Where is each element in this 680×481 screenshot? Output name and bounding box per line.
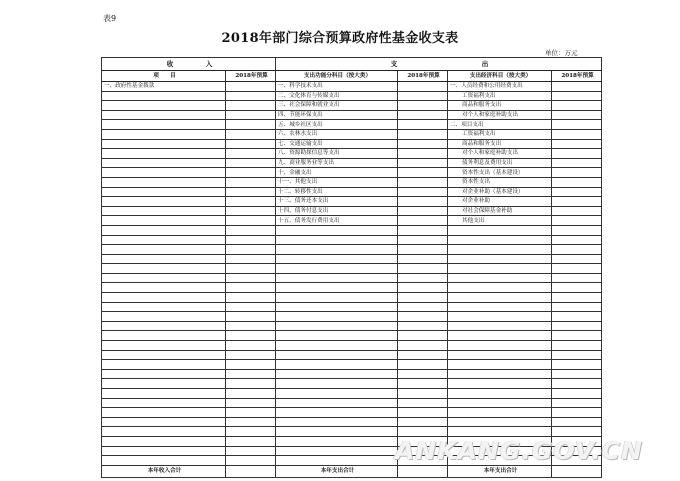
- income-item: [102, 398, 226, 408]
- economic-item: 商品和服务支出: [448, 139, 552, 149]
- table-row: [102, 168, 602, 178]
- expense-total-value: [398, 465, 448, 477]
- table-row: [102, 91, 602, 101]
- function-item: 六、农林水支出: [276, 129, 398, 139]
- function-budget-cell: [398, 206, 448, 216]
- income-budget-cell: [226, 82, 276, 92]
- economic-budget-cell: [552, 302, 602, 312]
- economic-item: [448, 331, 552, 341]
- function-item: 四、节能环保支出: [276, 110, 398, 120]
- economic-budget-cell: [552, 158, 602, 168]
- economic-budget-cell: [552, 177, 602, 187]
- function-item: [276, 273, 398, 283]
- income-item: [102, 331, 226, 341]
- table-row: [102, 417, 602, 427]
- economic-item: [448, 379, 552, 389]
- site-watermark: ANKANG.GOV.CN: [395, 436, 644, 465]
- expense-header: 支 出: [276, 58, 602, 71]
- col-economic-header: 支出经济科目（按大类）: [448, 71, 552, 82]
- function-item: [276, 398, 398, 408]
- income-item: [102, 139, 226, 149]
- function-item: [276, 321, 398, 331]
- table-number: 表9: [103, 14, 117, 23]
- economic-budget-cell: [552, 254, 602, 264]
- economic-item: [448, 350, 552, 360]
- economic-budget-cell: [552, 350, 602, 360]
- income-budget-cell: [226, 245, 276, 255]
- function-budget-cell: [398, 129, 448, 139]
- table-row: [102, 350, 602, 360]
- economic-item: 资本性支出（基本建设）: [448, 168, 552, 178]
- income-item: [102, 120, 226, 130]
- income-budget-cell: [226, 302, 276, 312]
- income-item: [102, 389, 226, 399]
- economic-item: 对企业补助（基本建设）: [448, 187, 552, 197]
- income-budget-cell: [226, 398, 276, 408]
- income-item: [102, 110, 226, 120]
- economic-item: 对个人和家庭补助支出: [448, 149, 552, 159]
- economic-total-value: [552, 465, 602, 477]
- income-budget-cell: [226, 254, 276, 264]
- function-budget-cell: [398, 321, 448, 331]
- income-item: 一、政府性基金拨款: [102, 82, 226, 92]
- economic-item: [448, 389, 552, 399]
- expense-total-label: 本年支出合计: [276, 465, 398, 477]
- economic-item: 商品和服务支出: [448, 101, 552, 111]
- economic-budget-cell: [552, 273, 602, 283]
- function-item: [276, 360, 398, 370]
- table-row: [102, 206, 602, 216]
- economic-item: 二、项目支出: [448, 120, 552, 130]
- economic-budget-cell: [552, 206, 602, 216]
- economic-item: [448, 408, 552, 418]
- economic-budget-cell: [552, 149, 602, 159]
- income-item: [102, 273, 226, 283]
- economic-item: [448, 293, 552, 303]
- income-budget-cell: [226, 321, 276, 331]
- function-item: 十二、转移性支出: [276, 187, 398, 197]
- income-budget-cell: [226, 389, 276, 399]
- table-row: [102, 283, 602, 293]
- function-item: 七、交通运输支出: [276, 139, 398, 149]
- col-budget-header: 2018年预算: [398, 71, 448, 82]
- function-budget-cell: [398, 369, 448, 379]
- income-budget-cell: [226, 456, 276, 466]
- economic-budget-cell: [552, 369, 602, 379]
- function-budget-cell: [398, 235, 448, 245]
- income-budget-cell: [226, 446, 276, 456]
- function-budget-cell: [398, 331, 448, 341]
- function-item: [276, 446, 398, 456]
- income-item: [102, 177, 226, 187]
- table-row: [102, 302, 602, 312]
- table-row: [102, 139, 602, 149]
- table-row: [102, 360, 602, 370]
- table-row: [102, 177, 602, 187]
- income-budget-cell: [226, 341, 276, 351]
- income-item: [102, 158, 226, 168]
- income-header: 收 入: [102, 58, 276, 71]
- income-budget-cell: [226, 427, 276, 437]
- function-budget-cell: [398, 177, 448, 187]
- table-row: [102, 408, 602, 418]
- economic-item: [448, 283, 552, 293]
- income-budget-cell: [226, 417, 276, 427]
- economic-budget-cell: [552, 312, 602, 322]
- page-title: 2018年部门综合预算政府性基金收支表: [221, 31, 459, 46]
- function-item: 五、城乡社区支出: [276, 120, 398, 130]
- table-row: [102, 235, 602, 245]
- economic-budget-cell: [552, 379, 602, 389]
- income-item: [102, 149, 226, 159]
- function-budget-cell: [398, 293, 448, 303]
- table-row: [102, 331, 602, 341]
- function-budget-cell: [398, 225, 448, 235]
- economic-budget-cell: [552, 293, 602, 303]
- economic-budget-cell: [552, 187, 602, 197]
- function-budget-cell: [398, 254, 448, 264]
- income-budget-cell: [226, 225, 276, 235]
- function-budget-cell: [398, 417, 448, 427]
- function-item: 十四、债务付息支出: [276, 206, 398, 216]
- economic-item: [448, 302, 552, 312]
- income-item: [102, 264, 226, 274]
- economic-item: [448, 254, 552, 264]
- economic-item: [448, 398, 552, 408]
- income-budget-cell: [226, 158, 276, 168]
- economic-budget-cell: [552, 398, 602, 408]
- economic-budget-cell: [552, 139, 602, 149]
- function-item: 十、金融支出: [276, 168, 398, 178]
- income-item: [102, 350, 226, 360]
- economic-item: 其他支出: [448, 216, 552, 226]
- table-row: [102, 216, 602, 226]
- income-item: [102, 427, 226, 437]
- economic-budget-cell: [552, 225, 602, 235]
- function-item: [276, 225, 398, 235]
- income-item: [102, 206, 226, 216]
- table-row: [102, 158, 602, 168]
- income-item: [102, 129, 226, 139]
- function-item: [276, 245, 398, 255]
- table-row: [102, 273, 602, 283]
- income-budget-cell: [226, 273, 276, 283]
- income-item: [102, 245, 226, 255]
- function-budget-cell: [398, 398, 448, 408]
- economic-budget-cell: [552, 341, 602, 351]
- economic-total-label: 本年支出合计: [448, 465, 552, 477]
- economic-item: [448, 321, 552, 331]
- economic-item: 一、人员经费和公用经费支出: [448, 82, 552, 92]
- function-item: [276, 369, 398, 379]
- function-item: [276, 293, 398, 303]
- col-item-header: 项 目: [102, 71, 226, 82]
- table-row: [102, 293, 602, 303]
- income-budget-cell: [226, 177, 276, 187]
- function-item: [276, 408, 398, 418]
- income-item: [102, 254, 226, 264]
- col-budget-header: 2018年预算: [226, 71, 276, 82]
- economic-budget-cell: [552, 321, 602, 331]
- function-budget-cell: [398, 312, 448, 322]
- function-item: [276, 379, 398, 389]
- table-row: [102, 197, 602, 207]
- income-budget-cell: [226, 235, 276, 245]
- income-item: [102, 417, 226, 427]
- function-item: 九、商业服务业等支出: [276, 158, 398, 168]
- income-budget-cell: [226, 350, 276, 360]
- economic-item: [448, 225, 552, 235]
- function-budget-cell: [398, 408, 448, 418]
- table-row: [102, 245, 602, 255]
- table-row: [102, 225, 602, 235]
- table-row: [102, 101, 602, 111]
- income-item: [102, 446, 226, 456]
- economic-item: [448, 360, 552, 370]
- function-budget-cell: [398, 264, 448, 274]
- income-budget-cell: [226, 360, 276, 370]
- income-budget-cell: [226, 101, 276, 111]
- income-budget-cell: [226, 187, 276, 197]
- economic-budget-cell: [552, 331, 602, 341]
- economic-budget-cell: [552, 197, 602, 207]
- income-budget-cell: [226, 408, 276, 418]
- function-item: [276, 427, 398, 437]
- economic-budget-cell: [552, 216, 602, 226]
- income-item: [102, 91, 226, 101]
- income-item: [102, 235, 226, 245]
- income-item: [102, 216, 226, 226]
- table-row: [102, 379, 602, 389]
- function-item: 十一、其他支出: [276, 177, 398, 187]
- income-budget-cell: [226, 283, 276, 293]
- col-function-header: 支出功能分科目（按大类）: [276, 71, 398, 82]
- function-budget-cell: [398, 389, 448, 399]
- income-budget-cell: [226, 129, 276, 139]
- function-item: [276, 436, 398, 446]
- function-budget-cell: [398, 350, 448, 360]
- function-budget-cell: [398, 110, 448, 120]
- income-budget-cell: [226, 293, 276, 303]
- income-item: [102, 101, 226, 111]
- income-budget-cell: [226, 197, 276, 207]
- economic-budget-cell: [552, 417, 602, 427]
- income-budget-cell: [226, 91, 276, 101]
- unit-label: 单位：万元: [545, 49, 578, 57]
- function-budget-cell: [398, 245, 448, 255]
- economic-item: 资本性支出: [448, 177, 552, 187]
- table-row: [102, 110, 602, 120]
- economic-budget-cell: [552, 82, 602, 92]
- function-item: 十五、债务发行费用支出: [276, 216, 398, 226]
- table-row: [102, 264, 602, 274]
- income-budget-cell: [226, 331, 276, 341]
- function-item: [276, 456, 398, 466]
- income-item: [102, 436, 226, 446]
- economic-item: [448, 369, 552, 379]
- table-row: [102, 82, 602, 92]
- function-budget-cell: [398, 158, 448, 168]
- function-item: [276, 341, 398, 351]
- function-budget-cell: [398, 283, 448, 293]
- income-item: [102, 321, 226, 331]
- income-item: [102, 197, 226, 207]
- function-budget-cell: [398, 82, 448, 92]
- income-budget-cell: [226, 206, 276, 216]
- table-row: [102, 398, 602, 408]
- function-budget-cell: [398, 341, 448, 351]
- income-item: [102, 369, 226, 379]
- function-budget-cell: [398, 139, 448, 149]
- function-item: 二、文化体育与传媒支出: [276, 91, 398, 101]
- income-item: [102, 341, 226, 351]
- function-item: [276, 331, 398, 341]
- income-budget-cell: [226, 369, 276, 379]
- table-row: [102, 321, 602, 331]
- economic-item: [448, 235, 552, 245]
- function-item: 十三、债务还本支出: [276, 197, 398, 207]
- economic-budget-cell: [552, 129, 602, 139]
- income-item: [102, 293, 226, 303]
- income-item: [102, 225, 226, 235]
- function-budget-cell: [398, 379, 448, 389]
- economic-budget-cell: [552, 168, 602, 178]
- economic-budget-cell: [552, 360, 602, 370]
- function-item: [276, 389, 398, 399]
- table-row: [102, 149, 602, 159]
- economic-item: 工资福利支出: [448, 91, 552, 101]
- function-item: [276, 312, 398, 322]
- income-budget-cell: [226, 379, 276, 389]
- economic-budget-cell: [552, 120, 602, 130]
- function-budget-cell: [398, 216, 448, 226]
- economic-budget-cell: [552, 91, 602, 101]
- income-budget-cell: [226, 264, 276, 274]
- income-total-label: 本年收入合计: [102, 465, 226, 477]
- income-item: [102, 168, 226, 178]
- income-item: [102, 408, 226, 418]
- function-budget-cell: [398, 91, 448, 101]
- function-item: [276, 235, 398, 245]
- income-item: [102, 456, 226, 466]
- economic-item: [448, 264, 552, 274]
- table-row: [102, 187, 602, 197]
- function-item: 三、社会保障和就业支出: [276, 101, 398, 111]
- table-row: [102, 369, 602, 379]
- income-item: [102, 283, 226, 293]
- income-item: [102, 302, 226, 312]
- col-budget-header: 2018年预算: [552, 71, 602, 82]
- economic-item: 对社会保障基金补助: [448, 206, 552, 216]
- function-budget-cell: [398, 273, 448, 283]
- income-budget-cell: [226, 139, 276, 149]
- economic-item: 工资福利支出: [448, 129, 552, 139]
- function-item: [276, 350, 398, 360]
- economic-budget-cell: [552, 389, 602, 399]
- function-budget-cell: [398, 120, 448, 130]
- economic-item: 债务利息及费用支出: [448, 158, 552, 168]
- function-item: 一、科学技术支出: [276, 82, 398, 92]
- economic-item: 对个人和家庭补助支出: [448, 110, 552, 120]
- function-budget-cell: [398, 360, 448, 370]
- table-row: [102, 120, 602, 130]
- income-budget-cell: [226, 168, 276, 178]
- function-item: 八、资源勘探信息等支出: [276, 149, 398, 159]
- income-budget-cell: [226, 436, 276, 446]
- income-budget-cell: [226, 120, 276, 130]
- function-budget-cell: [398, 187, 448, 197]
- economic-budget-cell: [552, 110, 602, 120]
- economic-budget-cell: [552, 408, 602, 418]
- function-item: [276, 264, 398, 274]
- income-item: [102, 187, 226, 197]
- economic-budget-cell: [552, 283, 602, 293]
- table-row: [102, 341, 602, 351]
- function-item: [276, 254, 398, 264]
- function-item: [276, 283, 398, 293]
- function-budget-cell: [398, 302, 448, 312]
- table-row: [102, 389, 602, 399]
- income-item: [102, 312, 226, 322]
- income-budget-cell: [226, 110, 276, 120]
- function-budget-cell: [398, 101, 448, 111]
- income-item: [102, 360, 226, 370]
- function-item: [276, 302, 398, 312]
- economic-item: [448, 273, 552, 283]
- income-budget-cell: [226, 149, 276, 159]
- economic-item: [448, 245, 552, 255]
- table-row: [102, 129, 602, 139]
- budget-table: [101, 57, 602, 478]
- function-budget-cell: [398, 168, 448, 178]
- table-row: [102, 254, 602, 264]
- economic-item: [448, 417, 552, 427]
- income-budget-cell: [226, 216, 276, 226]
- economic-item: [448, 312, 552, 322]
- economic-budget-cell: [552, 264, 602, 274]
- economic-item: [448, 341, 552, 351]
- income-item: [102, 379, 226, 389]
- economic-budget-cell: [552, 101, 602, 111]
- function-budget-cell: [398, 149, 448, 159]
- table-row: [102, 312, 602, 322]
- economic-budget-cell: [552, 245, 602, 255]
- economic-item: 对企业补助: [448, 197, 552, 207]
- function-budget-cell: [398, 197, 448, 207]
- economic-budget-cell: [552, 235, 602, 245]
- income-budget-cell: [226, 312, 276, 322]
- income-total-value: [226, 465, 276, 477]
- function-item: [276, 417, 398, 427]
